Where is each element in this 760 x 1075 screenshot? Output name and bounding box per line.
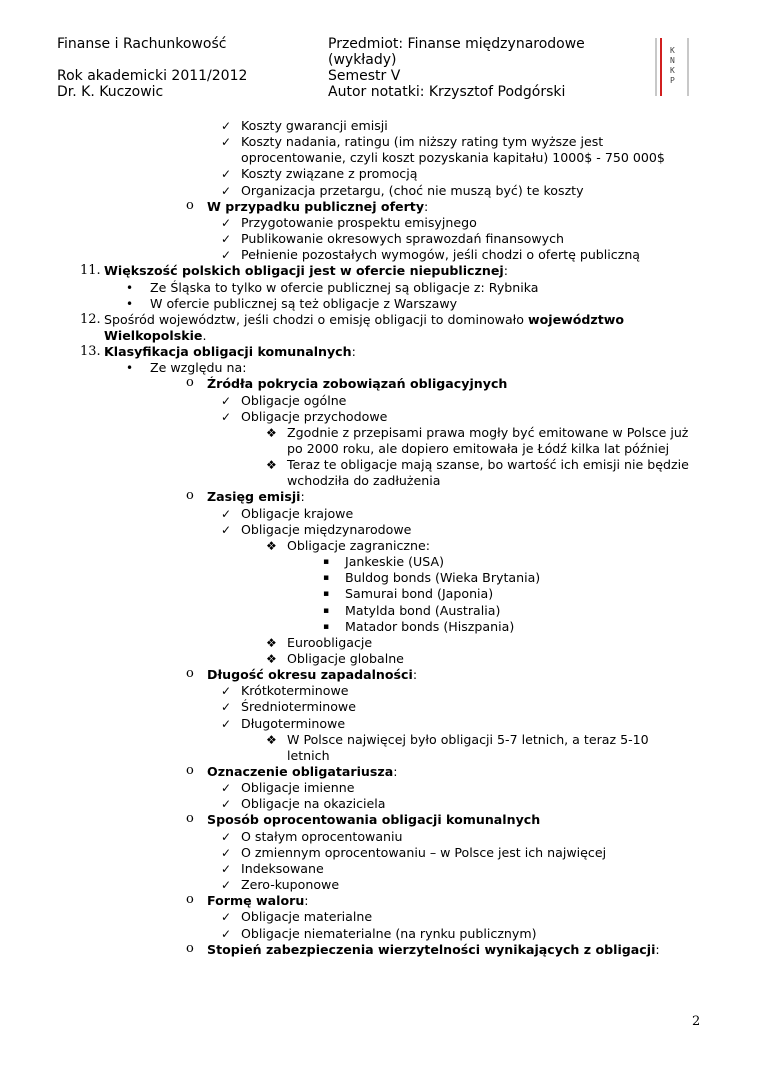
text-line: Koszty nadania, ratingu (im niższy rating tym wyższe jest	[241, 134, 604, 150]
text-line: Indeksowane	[241, 860, 324, 876]
check-icon: ✓	[221, 167, 232, 182]
text-line: Wielkopolskie.	[104, 327, 207, 343]
check-icon: ✓	[221, 409, 232, 424]
diamond-bullet-icon: ❖	[266, 458, 277, 473]
check-icon: ✓	[221, 684, 232, 699]
text-line: O stałym oprocentowaniu	[241, 828, 403, 844]
header-lecturer: Dr. K. Kuczowic	[57, 84, 164, 100]
logo-letters	[670, 46, 675, 86]
text-line: oprocentowanie, czyli koszt pozyskania kapitału) 1000$ - 750 000$	[241, 150, 665, 166]
header-subject: Przedmiot: Finanse międzynarodowe	[328, 36, 585, 52]
diamond-bullet-icon: ❖	[266, 651, 277, 666]
circle-bullet-icon: o	[186, 892, 194, 908]
check-icon: ✓	[221, 506, 232, 521]
check-icon: ✓	[221, 135, 232, 150]
text-line: Publikowanie okresowych sprawozdań finansowych	[241, 231, 565, 247]
logo-bar-left	[655, 38, 657, 96]
page-number: 2	[692, 1014, 701, 1029]
header-author: Autor notatki: Krzysztof Podgórski	[328, 84, 566, 100]
text-line: Większość polskich obligacji jest w ofercie niepublicznej:	[104, 263, 508, 279]
text-line: Spośród województw, jeśli chodzi o emisję obligacji to dominowało województwo	[104, 311, 625, 327]
text-line: Jankeskie (USA)	[345, 554, 444, 570]
text-line: Euroobligacje	[287, 634, 373, 650]
check-icon: ✓	[221, 215, 232, 230]
text-line: Koszty związane z promocją	[241, 166, 418, 182]
text-line: Oznaczenie obligatariusza:	[207, 764, 398, 779]
text-line: Pełnienie pozostałych wymogów, jeśli chodzi o ofertę publiczną	[241, 247, 641, 263]
check-icon: ✓	[221, 878, 232, 893]
check-icon: ✓	[221, 700, 232, 715]
text-line: Obligacje globalne	[287, 650, 404, 666]
diamond-bullet-icon: ❖	[266, 425, 277, 440]
text-line: letnich	[287, 747, 330, 763]
diamond-bullet-icon: ❖	[266, 732, 277, 747]
square-bullet-icon: ▪	[323, 557, 330, 568]
circle-bullet-icon: o	[186, 811, 194, 827]
text-line: Długoterminowe	[241, 715, 346, 731]
logo-bar-right	[687, 38, 689, 96]
text-line: Samurai bond (Japonia)	[345, 586, 494, 602]
text-line: Ze Śląska to tylko w ofercie publicznej są obligacje z: Rybnika	[150, 279, 539, 295]
text-line: Przygotowanie prospektu emisyjnego	[241, 214, 477, 230]
check-icon: ✓	[221, 716, 232, 731]
text-line: O zmiennym oprocentowaniu – w Polsce jest ich najwięcej	[241, 844, 607, 860]
text-line: Stopień zabezpieczenia wierzytelności wynikających z obligacji:	[207, 941, 660, 957]
check-icon: ✓	[221, 861, 232, 876]
text-line: W Polsce najwięcej było obligacji 5-7 letnich, a teraz 5-10	[287, 731, 649, 747]
check-icon: ✓	[221, 910, 232, 925]
text-line: Obligacje niematerialne (na rynku publicznym)	[241, 925, 537, 941]
square-bullet-icon: ▪	[323, 605, 330, 616]
logo-letter: N	[670, 56, 675, 65]
text-line: Teraz te obligacje mają szanse, bo wartość ich emisji nie będzie	[287, 457, 689, 473]
text-line: W przypadku publicznej oferty:	[207, 198, 429, 214]
circle-bullet-icon: o	[186, 375, 194, 391]
square-bullet-icon: ▪	[323, 573, 330, 584]
text-line: wchodziła do zadłużenia	[287, 473, 441, 489]
text-line: Matador bonds (Hiszpania)	[345, 618, 515, 634]
text-line: Długość okresu zapadalności:	[207, 667, 418, 683]
circle-bullet-icon: o	[186, 940, 194, 956]
circle-bullet-icon: o	[186, 197, 194, 213]
logo-letter: P	[670, 76, 675, 85]
logo-bar-red	[660, 38, 662, 96]
header-course: Finanse i Rachunkowość	[57, 36, 227, 52]
header-academic-year: Rok akademicki 2011/2012	[57, 68, 248, 84]
square-bullet-icon: ▪	[323, 621, 330, 632]
check-icon: ✓	[221, 845, 232, 860]
text-line: Matylda bond (Australia)	[345, 602, 501, 618]
text-line: Obligacje krajowe	[241, 505, 354, 521]
text-line: Źródła pokrycia zobowiązań obligacyjnych	[207, 376, 508, 392]
text-line: Ze względu na:	[150, 360, 247, 376]
text-line: Obligacje zagraniczne:	[287, 537, 430, 553]
circle-bullet-icon: o	[186, 763, 194, 778]
text-line: Buldog bonds (Wieka Brytania)	[345, 570, 541, 586]
bullet-icon: •	[126, 296, 134, 311]
check-icon: ✓	[221, 119, 232, 133]
diamond-bullet-icon: ❖	[266, 538, 277, 553]
circle-bullet-icon: o	[186, 666, 194, 682]
check-icon: ✓	[221, 797, 232, 812]
text-line: Obligacje na okaziciela	[241, 796, 386, 812]
bullet-icon: •	[126, 361, 134, 376]
text-line: W ofercie publicznej są też obligacje z Warszawy	[150, 295, 458, 311]
list-number: 13.	[80, 344, 101, 360]
text-line: Obligacje materialne	[241, 909, 373, 925]
text-line: Obligacje ogólne	[241, 392, 347, 408]
check-icon: ✓	[221, 781, 232, 796]
check-icon: ✓	[221, 248, 232, 263]
text-line: Obligacje międzynarodowe	[241, 521, 412, 537]
check-icon: ✓	[221, 522, 232, 537]
bullet-icon: •	[126, 280, 134, 295]
logo-letter: K	[670, 66, 675, 75]
knkp-logo	[655, 38, 689, 96]
text-line: Organizacja przetargu, (choć nie muszą być) te koszty	[241, 182, 584, 198]
header-subject-type: (wykłady)	[328, 52, 397, 68]
check-icon: ✓	[221, 926, 232, 941]
text-line: Koszty gwarancji emisji	[241, 118, 388, 133]
text-line: Obligacje imienne	[241, 780, 355, 796]
check-icon: ✓	[221, 232, 232, 247]
text-line: Formę waloru:	[207, 893, 309, 909]
logo-letter: K	[670, 46, 675, 55]
text-line: Średnioterminowe	[241, 699, 356, 715]
text-line: Zasięg emisji:	[207, 489, 305, 505]
list-number: 12.	[80, 311, 101, 327]
check-icon: ✓	[221, 183, 232, 198]
text-line: Zgodnie z przepisami prawa mogły być emitowane w Polsce już	[287, 424, 689, 440]
text-line: Klasyfikacja obligacji komunalnych:	[104, 344, 356, 360]
list-number: 11.	[80, 263, 101, 279]
header-semester: Semestr V	[328, 68, 401, 84]
diamond-bullet-icon: ❖	[266, 635, 277, 650]
text-line: Sposób oprocentowania obligacji komunalnych	[207, 812, 541, 828]
square-bullet-icon: ▪	[323, 589, 330, 600]
text-line: Obligacje przychodowe	[241, 408, 388, 424]
text-line: Krótkoterminowe	[241, 683, 349, 699]
circle-bullet-icon: o	[186, 488, 194, 504]
check-icon: ✓	[221, 829, 232, 844]
text-line: po 2000 roku, ale dopiero emitowała je Łódź kilka lat później	[287, 441, 670, 456]
text-line: Zero-kuponowe	[241, 877, 340, 893]
check-icon: ✓	[221, 393, 232, 408]
